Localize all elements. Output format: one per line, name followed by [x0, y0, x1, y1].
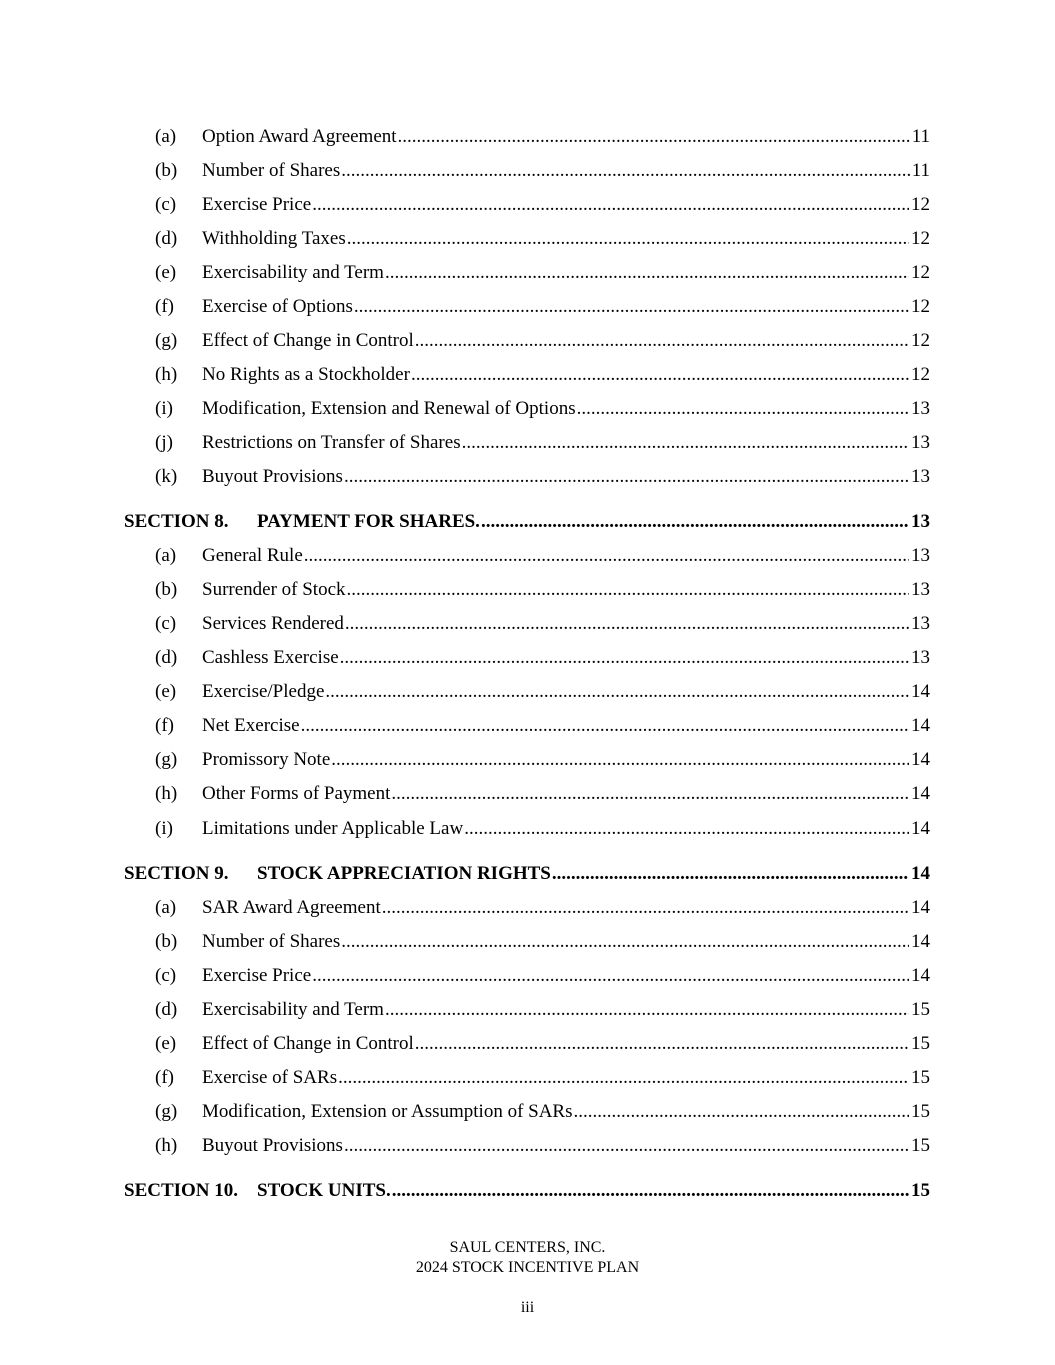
toc-entry-letter: (f): [155, 1067, 174, 1088]
toc-entry-page: 13: [911, 466, 930, 487]
toc-entry-letter: (a): [155, 545, 177, 566]
toc-entry[interactable]: [0, 1133, 1055, 1159]
toc-entry-letter: (i): [155, 818, 173, 839]
dot-leader: [301, 713, 909, 739]
toc-entry-title: Effect of Change in Control: [202, 330, 414, 351]
toc-entry-letter: (h): [155, 1135, 178, 1156]
dot-leader: [344, 1133, 909, 1159]
dot-leader: [325, 679, 909, 705]
toc-entry-title: Other Forms of Payment: [202, 783, 391, 804]
toc-entry-page: 13: [911, 613, 930, 634]
dot-leader: [382, 895, 909, 921]
toc-entry[interactable]: [0, 816, 1055, 842]
dot-leader: [398, 124, 910, 150]
toc-entry-letter: (g): [155, 1101, 178, 1122]
dot-leader: [304, 543, 909, 569]
toc-entry-page: 15: [911, 1135, 930, 1156]
dot-leader: [552, 861, 909, 887]
toc-entry-letter: (a): [155, 897, 177, 918]
toc-entry[interactable]: [0, 577, 1055, 603]
toc-entry-letter: (e): [155, 1033, 177, 1054]
toc-entry-title: Limitations under Applicable Law: [202, 818, 464, 839]
toc-entry-letter: (d): [155, 999, 178, 1020]
toc-entry-page: 14: [911, 897, 930, 918]
toc-entry-title: Buyout Provisions: [202, 466, 343, 487]
toc-entry-letter: (k): [155, 466, 178, 487]
toc-entry-title: Exercise/Pledge: [202, 681, 325, 702]
toc-entry[interactable]: [0, 747, 1055, 773]
toc-entry-letter: (d): [155, 228, 178, 249]
toc-entry-letter: (f): [155, 296, 174, 317]
toc-entry-page: 12: [911, 228, 930, 249]
toc-entry-letter: (b): [155, 579, 178, 600]
dot-leader: [415, 1031, 909, 1057]
toc-entry[interactable]: [0, 1099, 1055, 1125]
dot-leader: [345, 611, 909, 637]
toc-entry-title: Exercise of Options: [202, 296, 353, 317]
toc-entry-letter: (h): [155, 364, 178, 385]
toc-entry-page: 15: [911, 1033, 930, 1054]
toc-entry-title: Modification, Extension or Assumption of SARs: [202, 1101, 573, 1122]
toc-entry-page: 14: [911, 931, 930, 952]
toc-entry-page: 13: [911, 545, 930, 566]
toc-entry-title: Buyout Provisions: [202, 1135, 343, 1156]
dot-leader: [312, 963, 909, 989]
toc-entry[interactable]: [0, 781, 1055, 807]
footer-page-number: iii: [520, 1299, 535, 1316]
toc-section-heading[interactable]: [0, 861, 1055, 887]
toc-entry-letter: (h): [155, 783, 178, 804]
toc-entry[interactable]: [0, 895, 1055, 921]
dot-leader: [341, 929, 909, 955]
toc-entry-page: 14: [911, 818, 930, 839]
toc-entry-page: 14: [911, 749, 930, 770]
toc-entry-letter: (c): [155, 613, 177, 634]
toc-entry[interactable]: [0, 929, 1055, 955]
toc-entry[interactable]: [0, 294, 1055, 320]
toc-entry-page: 12: [911, 364, 930, 385]
dot-leader: [340, 645, 909, 671]
dot-leader: [312, 192, 909, 218]
toc-entry[interactable]: [0, 158, 1055, 184]
toc-section-number: SECTION 8.: [124, 511, 229, 532]
toc-section-page: 14: [911, 863, 930, 884]
toc-entry[interactable]: [0, 464, 1055, 490]
toc-entry-letter: (c): [155, 965, 177, 986]
dot-leader: [577, 396, 909, 422]
toc-entry[interactable]: [0, 963, 1055, 989]
toc-entry-letter: (b): [155, 160, 178, 181]
toc-entry[interactable]: [0, 192, 1055, 218]
dot-leader: [347, 577, 909, 603]
toc-entry-letter: (e): [155, 262, 177, 283]
toc-entry-page: 13: [911, 398, 930, 419]
toc-entry-letter: (g): [155, 330, 178, 351]
toc-entry-page: 13: [911, 432, 930, 453]
footer-company: SAUL CENTERS, INC.: [449, 1239, 606, 1256]
toc-entry-letter: (j): [155, 432, 173, 453]
toc-entry[interactable]: [0, 396, 1055, 422]
toc-entry-page: 11: [911, 160, 930, 181]
toc-section-page: 13: [911, 511, 930, 532]
toc-section-title: STOCK UNITS.: [257, 1180, 391, 1201]
toc-entry-page: 15: [911, 999, 930, 1020]
toc-entry-title: Option Award Agreement: [202, 126, 397, 147]
toc-entry[interactable]: [0, 328, 1055, 354]
toc-entry-letter: (a): [155, 126, 177, 147]
toc-entry-page: 12: [911, 262, 930, 283]
toc-entry-page: 14: [911, 715, 930, 736]
toc-entry-page: 15: [911, 1101, 930, 1122]
toc-entry[interactable]: [0, 1065, 1055, 1091]
toc-entry-title: Modification, Extension and Renewal of Options: [202, 398, 576, 419]
toc-entry-title: Cashless Exercise: [202, 647, 339, 668]
toc-entry-letter: (b): [155, 931, 178, 952]
toc-entry[interactable]: [0, 997, 1055, 1023]
toc-entry[interactable]: [0, 543, 1055, 569]
toc-entry-page: 12: [911, 330, 930, 351]
toc-entry-page: 11: [911, 126, 930, 147]
toc-entry-title: Exercisability and Term: [202, 999, 384, 1020]
toc-entry-title: Services Rendered: [202, 613, 344, 634]
toc-entry-title: No Rights as a Stockholder: [202, 364, 410, 385]
toc-entry[interactable]: [0, 124, 1055, 150]
dot-leader: [385, 997, 909, 1023]
toc-entry-letter: (f): [155, 715, 174, 736]
toc-entry-page: 14: [911, 783, 930, 804]
toc-entry-letter: (e): [155, 681, 177, 702]
toc-entry-title: Exercise of SARs: [202, 1067, 338, 1088]
toc-entry-page: 14: [911, 681, 930, 702]
toc-entry-letter: (d): [155, 647, 178, 668]
toc-entry[interactable]: [0, 679, 1055, 705]
dot-leader: [354, 294, 909, 320]
toc-section-heading[interactable]: [0, 1178, 1055, 1204]
toc-entry-title: Promissory Note: [202, 749, 331, 770]
dot-leader: [481, 509, 909, 535]
toc-entry[interactable]: [0, 362, 1055, 388]
toc-entry-title: Exercisability and Term: [202, 262, 384, 283]
toc-entry[interactable]: [0, 226, 1055, 252]
toc-entry-page: 12: [911, 194, 930, 215]
toc-section-title: STOCK APPRECIATION RIGHTS: [257, 863, 551, 884]
dot-leader: [574, 1099, 910, 1125]
toc-section-number: SECTION 9.: [124, 863, 229, 884]
toc-entry-page: 13: [911, 579, 930, 600]
toc-entry[interactable]: [0, 713, 1055, 739]
toc-entry-letter: (g): [155, 749, 178, 770]
toc-entry-page: 14: [911, 965, 930, 986]
toc-entry-title: Surrender of Stock: [202, 579, 346, 600]
toc-entry-page: 13: [911, 647, 930, 668]
dot-leader: [344, 464, 909, 490]
toc-section-title: PAYMENT FOR SHARES.: [257, 511, 480, 532]
dot-leader: [411, 362, 909, 388]
toc-section-heading[interactable]: [0, 509, 1055, 535]
toc-entry[interactable]: [0, 1031, 1055, 1057]
toc-section-page: 15: [911, 1180, 930, 1201]
toc-entry-title: Number of Shares: [202, 160, 341, 181]
dot-leader: [464, 816, 909, 842]
toc-entry-title: Number of Shares: [202, 931, 341, 952]
toc-entry-title: General Rule: [202, 545, 303, 566]
toc-entry-title: Exercise Price: [202, 965, 312, 986]
dot-leader: [415, 328, 909, 354]
dot-leader: [391, 781, 909, 807]
toc-entry[interactable]: [0, 645, 1055, 671]
toc-entry-page: 15: [911, 1067, 930, 1088]
footer-plan: 2024 STOCK INCENTIVE PLAN: [415, 1259, 640, 1276]
toc-entry-page: 12: [911, 296, 930, 317]
dot-leader: [462, 430, 909, 456]
toc-entry-letter: (i): [155, 398, 173, 419]
toc-entry[interactable]: [0, 611, 1055, 637]
toc-entry[interactable]: [0, 430, 1055, 456]
toc-entry-title: Restrictions on Transfer of Shares: [202, 432, 461, 453]
dot-leader: [347, 226, 909, 252]
toc-entry-title: Withholding Taxes: [202, 228, 346, 249]
dot-leader: [385, 260, 909, 286]
toc-section-number: SECTION 10.: [124, 1180, 239, 1201]
toc-entry-title: Effect of Change in Control: [202, 1033, 414, 1054]
dot-leader: [338, 1065, 909, 1091]
dot-leader: [341, 158, 909, 184]
toc-entry-title: Exercise Price: [202, 194, 312, 215]
toc-entry-title: SAR Award Agreement: [202, 897, 381, 918]
dot-leader: [331, 747, 909, 773]
toc-entry-title: Net Exercise: [202, 715, 300, 736]
toc-entry[interactable]: [0, 260, 1055, 286]
toc-entry-letter: (c): [155, 194, 177, 215]
dot-leader: [392, 1178, 909, 1204]
